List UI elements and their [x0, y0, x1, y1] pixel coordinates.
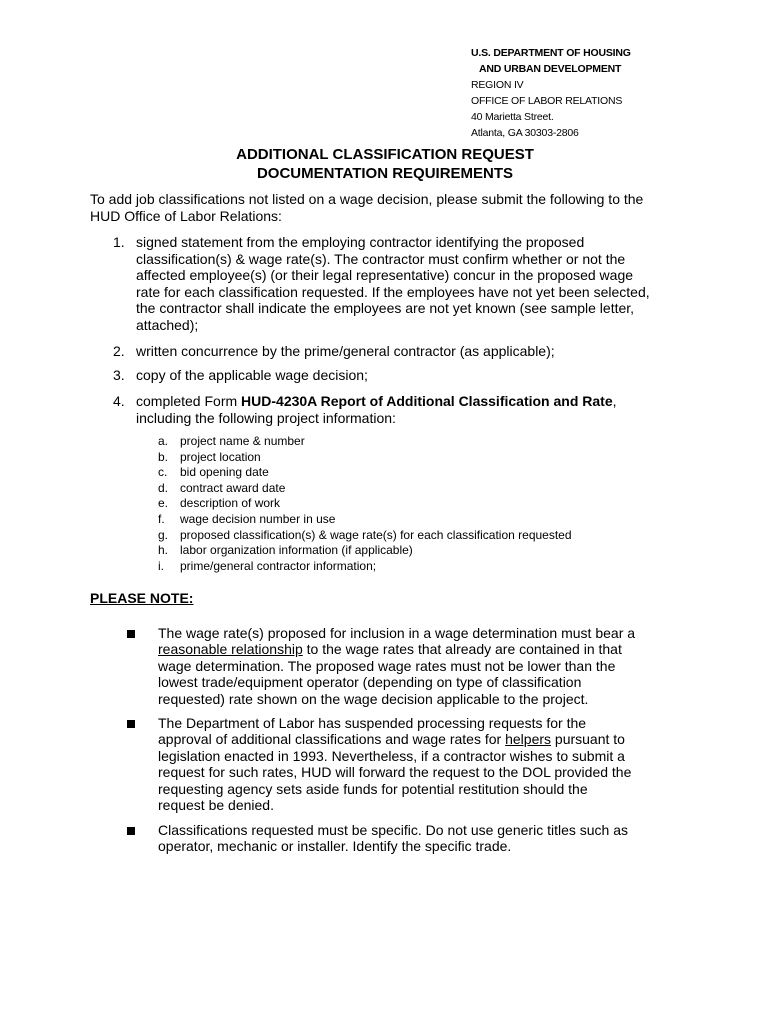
subitem-letter: b.: [158, 449, 169, 464]
address-line-city: Atlanta, GA 30303-2806: [471, 127, 579, 139]
title-line-2: DOCUMENTATION REQUIREMENTS: [256, 165, 514, 182]
subitem-letter: f.: [158, 512, 165, 526]
note-1-pre: The wage rate(s) proposed for inclusion in a wage determination must bear a: [158, 625, 636, 641]
square-bullet-icon: [127, 827, 135, 835]
item-1-number: 1.: [113, 234, 125, 250]
note-3-text: Classifications requested must be specific. Do not use generic titles such as operator, mechanic or installer. Identify the specific trade.: [158, 822, 629, 855]
subitem-text: wage decision number in use: [180, 512, 336, 526]
item-4-text-before: completed Form: [136, 393, 242, 409]
note-1-underlined: reasonable relationship: [158, 641, 303, 658]
note-1-text: [158, 625, 636, 707]
subitem-text: project name & number: [180, 434, 305, 448]
square-bullet-icon: [127, 720, 135, 728]
subitem-letter: c.: [158, 465, 168, 480]
intro-paragraph: To add job classifications not listed on a wage decision, please submit the following to the HUD Office of Labor Relations:: [90, 191, 644, 224]
item-1-text: signed statement from the employing contractor identifying the proposed classification(s) & wage rate(s). The contractor must confirm whether or not the affected employee(s) (or their legal representative) concur in the proposed wage rate for each classification requested. If the employees have not yet been selected, the contractor shall indicate the employees are not yet known (see sample letter, attached);: [136, 234, 650, 333]
subitem-letter: g.: [158, 527, 169, 542]
address-line-agency: U.S. DEPARTMENT OF HOUSING: [471, 47, 631, 59]
subitem-text: prime/general contractor information;: [180, 558, 377, 573]
subitem-letter: i.: [158, 558, 164, 573]
subitem-letter: d.: [158, 480, 169, 495]
item-4-text-after: , including the following project information:: [136, 393, 617, 426]
address-line-office: OFFICE OF LABOR RELATIONS: [471, 95, 623, 107]
note-2-pre: The Department of Labor has suspended processing requests for the approval of additional classifications and wage rates for: [158, 715, 587, 748]
form-name: HUD-4230A Report of Additional Classification and Rate: [241, 393, 613, 409]
please-note-heading: PLEASE NOTE:: [90, 590, 194, 606]
address-line-region: REGION IV: [471, 79, 524, 91]
subitem-letter: a.: [158, 434, 169, 448]
note-2-text: [158, 715, 636, 813]
subitem-text: proposed classification(s) & wage rate(s) for each classification requested: [180, 527, 572, 542]
address-line-street: 40 Marietta Street.: [471, 111, 554, 123]
item-3-text: copy of the applicable wage decision;: [136, 367, 368, 383]
document-title: [0, 145, 770, 183]
note-2-underlined: helpers: [505, 731, 552, 748]
subitem-letter: h.: [158, 543, 169, 558]
subitem-text: bid opening date: [180, 465, 269, 480]
subitem-text: contract award date: [180, 480, 286, 495]
note-2-post: pursuant to legislation enacted in 1993. Nevertheless, if a contractor wishes to submit a request for such rates, HUD will forward the request to the DOL provided the requesting agency sets aside funds for potential restitution should the request be denied.: [158, 731, 632, 814]
subitem-text: project location: [180, 449, 261, 464]
title-line-1: ADDITIONAL CLASSIFICATION REQUEST: [236, 146, 534, 163]
item-3-number: 3.: [113, 367, 125, 383]
subitem-letter: e.: [158, 496, 169, 511]
item-4-text: [136, 393, 656, 426]
item-2-text: written concurrence by the prime/general contractor (as applicable);: [136, 343, 555, 359]
note-1-post: to the wage rates that already are contained in that wage determination. The proposed wage rates must not be lower than the lowest trade/equipment operator (depending on type of classification requested) rate shown on the wage decision applicable to the project.: [158, 641, 622, 707]
square-bullet-icon: [127, 630, 135, 638]
address-line-agency-2: AND URBAN DEVELOPMENT: [479, 63, 622, 75]
item-2-number: 2.: [113, 343, 125, 359]
subitem-text: labor organization information (if applicable): [180, 543, 413, 558]
agency-address: [471, 45, 631, 141]
subitem-text: description of work: [180, 496, 281, 511]
item-4-number: 4.: [113, 393, 125, 409]
